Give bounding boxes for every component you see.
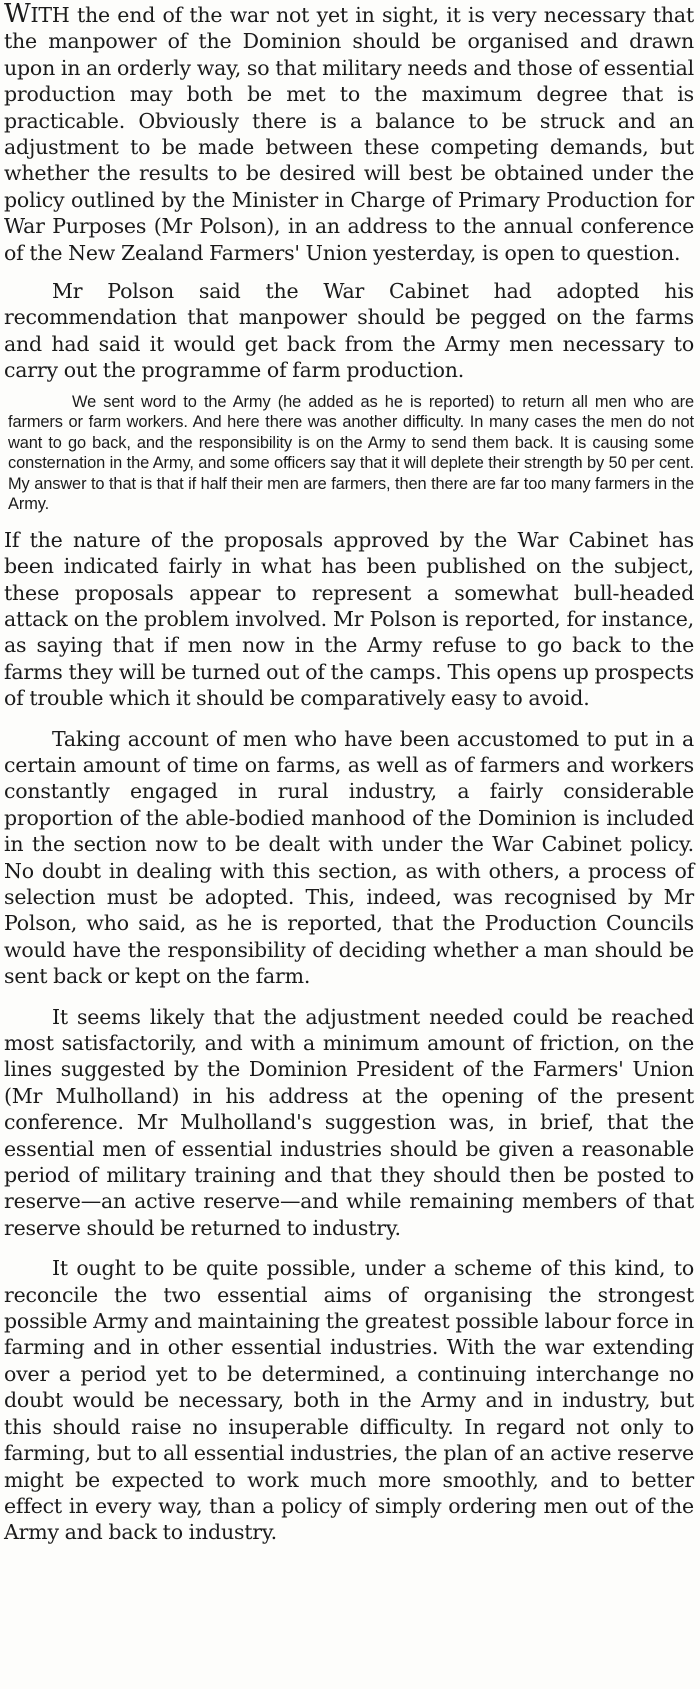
block-quote-polson: We sent word to the Army (he added as he is reported) to return all men who are farmers or farm workers. And here there was another difficulty. In many cases the men do not want to go back, and the responsibility is on the Army to send them back. It is causing some consternation in the Army, and some officers say that it will deplete their strength by 50 per cent. My answer to that is that if half their men are farmers, then there are far too many farmers in the Army. xyxy=(8,392,694,514)
paragraph-opening-text: ITH the end of the war not yet in sight, it is very necessary that the manpower of the Dominion should be organised and drawn upon in an orderly way, so that military needs and those of essential production may both be met to the maximum degree that is practicable. Obviously there is a balance to be struck and an adjustment to be made between these competing demands, but whether the results to be desired will best be obtained under the policy outlined by the Minister in Charge of Primary Production for War Purposes (Mr Polson), in an address to the annual conference of the New Zealand Farmers' Union yesterday, is open to question. xyxy=(4,3,694,265)
paragraph-opening xyxy=(4,2,694,266)
paragraph-mulholland-suggestion: It seems likely that the adjustment needed could be reached most satisfactorily, and with a minimum amount of friction, on the lines suggested by the Dominion President of the Farmers' Union (Mr Mulholland) in his address at the opening of the present conference. Mr Mulholland's suggestion was, in brief, that the essential men of essential industries should be given a reasonable period of military training and that they should then be posted to reserve—an active reserve—and while remaining members of that reserve should be returned to industry. xyxy=(4,1004,694,1240)
paragraph-active-reserve: It ought to be quite possible, under a scheme of this kind, to reconcile the two essential aims of organising the strongest possible Army and maintaining the greatest possible labour force in farming and in other essential industries. With the war extending over a period yet to be determined, a continuing interchange no doubt would be necessary, both in the Army and in industry, but this should raise no insuperable difficulty. In regard not only to farming, but to all essential industries, the plan of an active reserve might be expected to work much more smoothly, and to better effect in every way, than a policy of simply ordering men out of the Army and back to industry. xyxy=(4,1256,694,1545)
article-column xyxy=(4,2,694,1546)
paragraph-manpower-section: Taking account of men who have been accustomed to put in a certain amount of time on farms, as well as of farmers and workers constantly engaged in rural industry, a fairly considerable proportion of the able-bodied manhood of the Dominion is included in the section now to be dealt with under the War Cabinet policy. No doubt in dealing with this section, as with others, a process of selection must be adopted. This, indeed, was recognised by Mr Polson, who said, as he is reported, that the Production Councils would have the responsibility of deciding whether a man should be sent back or kept on the farm. xyxy=(4,726,694,989)
paragraph-polson-statement: Mr Polson said the War Cabinet had adopted his recommendation that manpower should be pegged on the farms and had said it would get back from the Army men necessary to carry out the programme of farm production. xyxy=(4,279,694,383)
paragraph-proposals: If the nature of the proposals approved by the War Cabinet has been indicated fairly in what has been published on the subject, these proposals appear to represent a somewhat bull-headed attack on the problem involved. Mr Polson is reported, for instance, as saying that if men now in the Army refuse to go back to the farms they will be turned out of the camps. This opens up prospects of trouble which it should be comparatively easy to avoid. xyxy=(4,527,694,711)
drop-cap-initial: W xyxy=(4,0,31,29)
